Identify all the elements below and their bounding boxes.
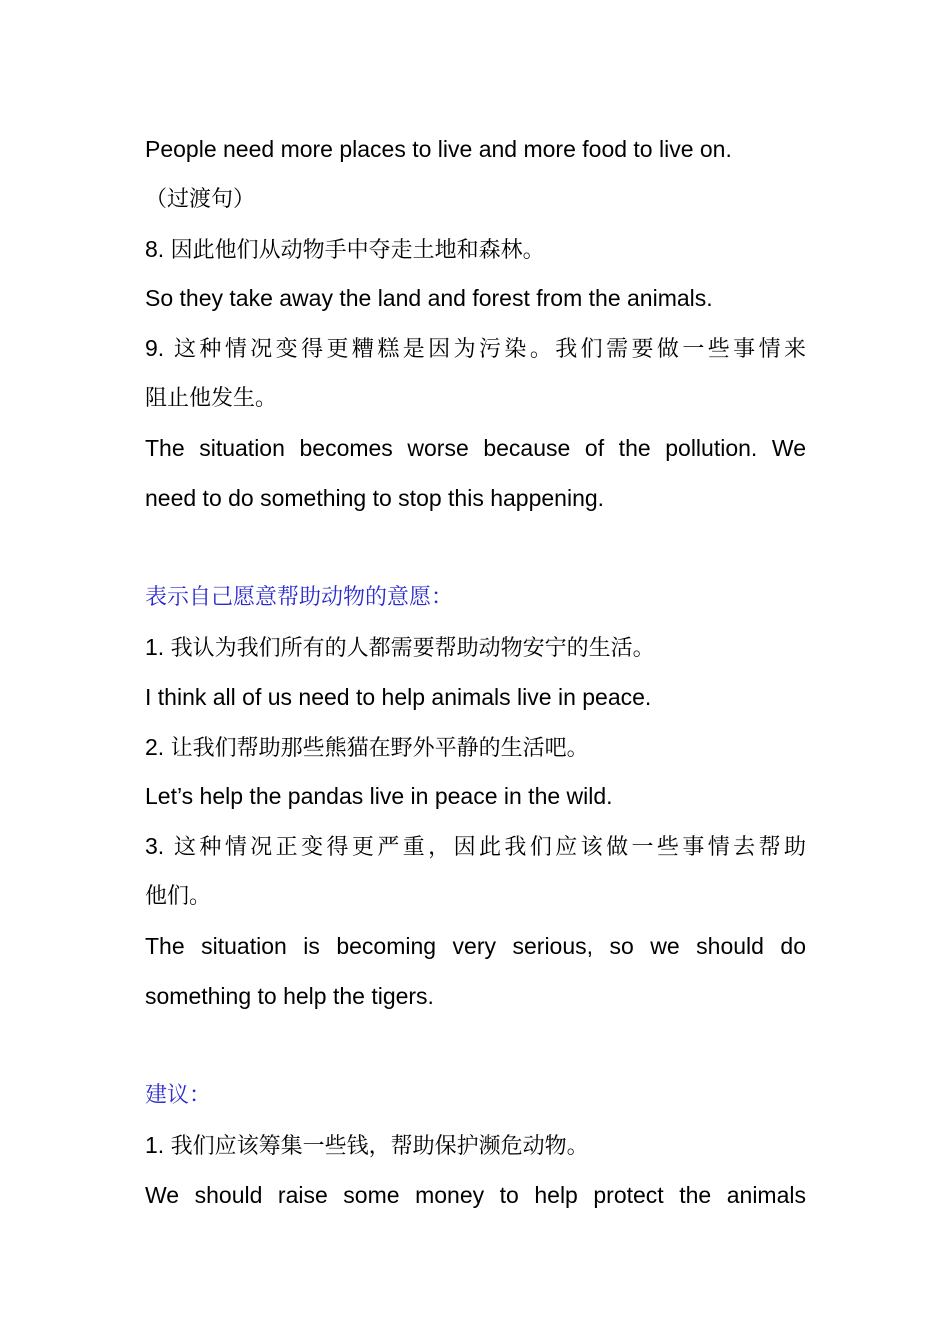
intro-sentence: People need more places to live and more food to live on. (145, 136, 732, 162)
item-zh-text: 因此他们从动物手中夺走土地和森林。 (170, 237, 545, 263)
suggest-1-en-line1: We should raise some money to help protect the animals (145, 1181, 806, 1208)
willing-3-en-line2: something to help the tigers. (145, 982, 434, 1009)
item-zh-text: 这种情况变得更糟糕是因为污染。我们需要做一些事情来 (174, 337, 806, 363)
willing-3-zh-line2: 他们。 (145, 883, 212, 909)
section-heading-willing: 表示自己愿意帮助动物的意愿： (145, 585, 454, 611)
willing-3-zh-line1 (145, 822, 806, 872)
willing-1-zh (145, 623, 806, 673)
item-zh-text: 让我们帮助那些熊猫在野外平静的生活吧。 (170, 735, 589, 761)
suggest-1-zh (145, 1121, 806, 1171)
section-heading-suggest: 建议： (145, 1083, 212, 1109)
item-number: 1. (145, 1131, 171, 1158)
item-9-zh-line1 (145, 324, 806, 374)
document-page (145, 125, 806, 1221)
item-8-zh (145, 225, 806, 275)
item-number: 1. (145, 633, 171, 660)
item-9-zh-line2: 阻止他发生。 (145, 385, 278, 411)
willing-2-zh (145, 723, 806, 773)
item-zh-text: 我认为我们所有的人都需要帮助动物安宁的生活。 (170, 635, 655, 661)
item-number: 9. (145, 335, 174, 362)
item-9-en-line2: need to do something to stop this happening. (145, 484, 605, 511)
spacer (145, 1021, 806, 1071)
willing-1-en: I think all of us need to help animals live in peace. (145, 683, 652, 710)
willing-2-en: Let’s help the pandas live in peace in the wild. (145, 783, 613, 810)
item-number: 2. (145, 733, 171, 760)
item-number: 8. (145, 235, 171, 262)
spacer (145, 523, 806, 573)
item-zh-text: 我们应该筹集一些钱，帮助保护濒危动物。 (170, 1133, 589, 1159)
intro-note: （过渡句） (145, 186, 256, 212)
item-number: 3. (145, 833, 174, 860)
item-zh-text: 这种情况正变得更严重，因此我们应该做一些事情去帮助 (174, 835, 806, 861)
item-9-en-line1: The situation becomes worse because of the pollution. We (145, 434, 806, 461)
willing-3-en-line1: The situation is becoming very serious, so we should do (145, 932, 806, 959)
item-8-en: So they take away the land and forest from the animals. (145, 285, 713, 312)
